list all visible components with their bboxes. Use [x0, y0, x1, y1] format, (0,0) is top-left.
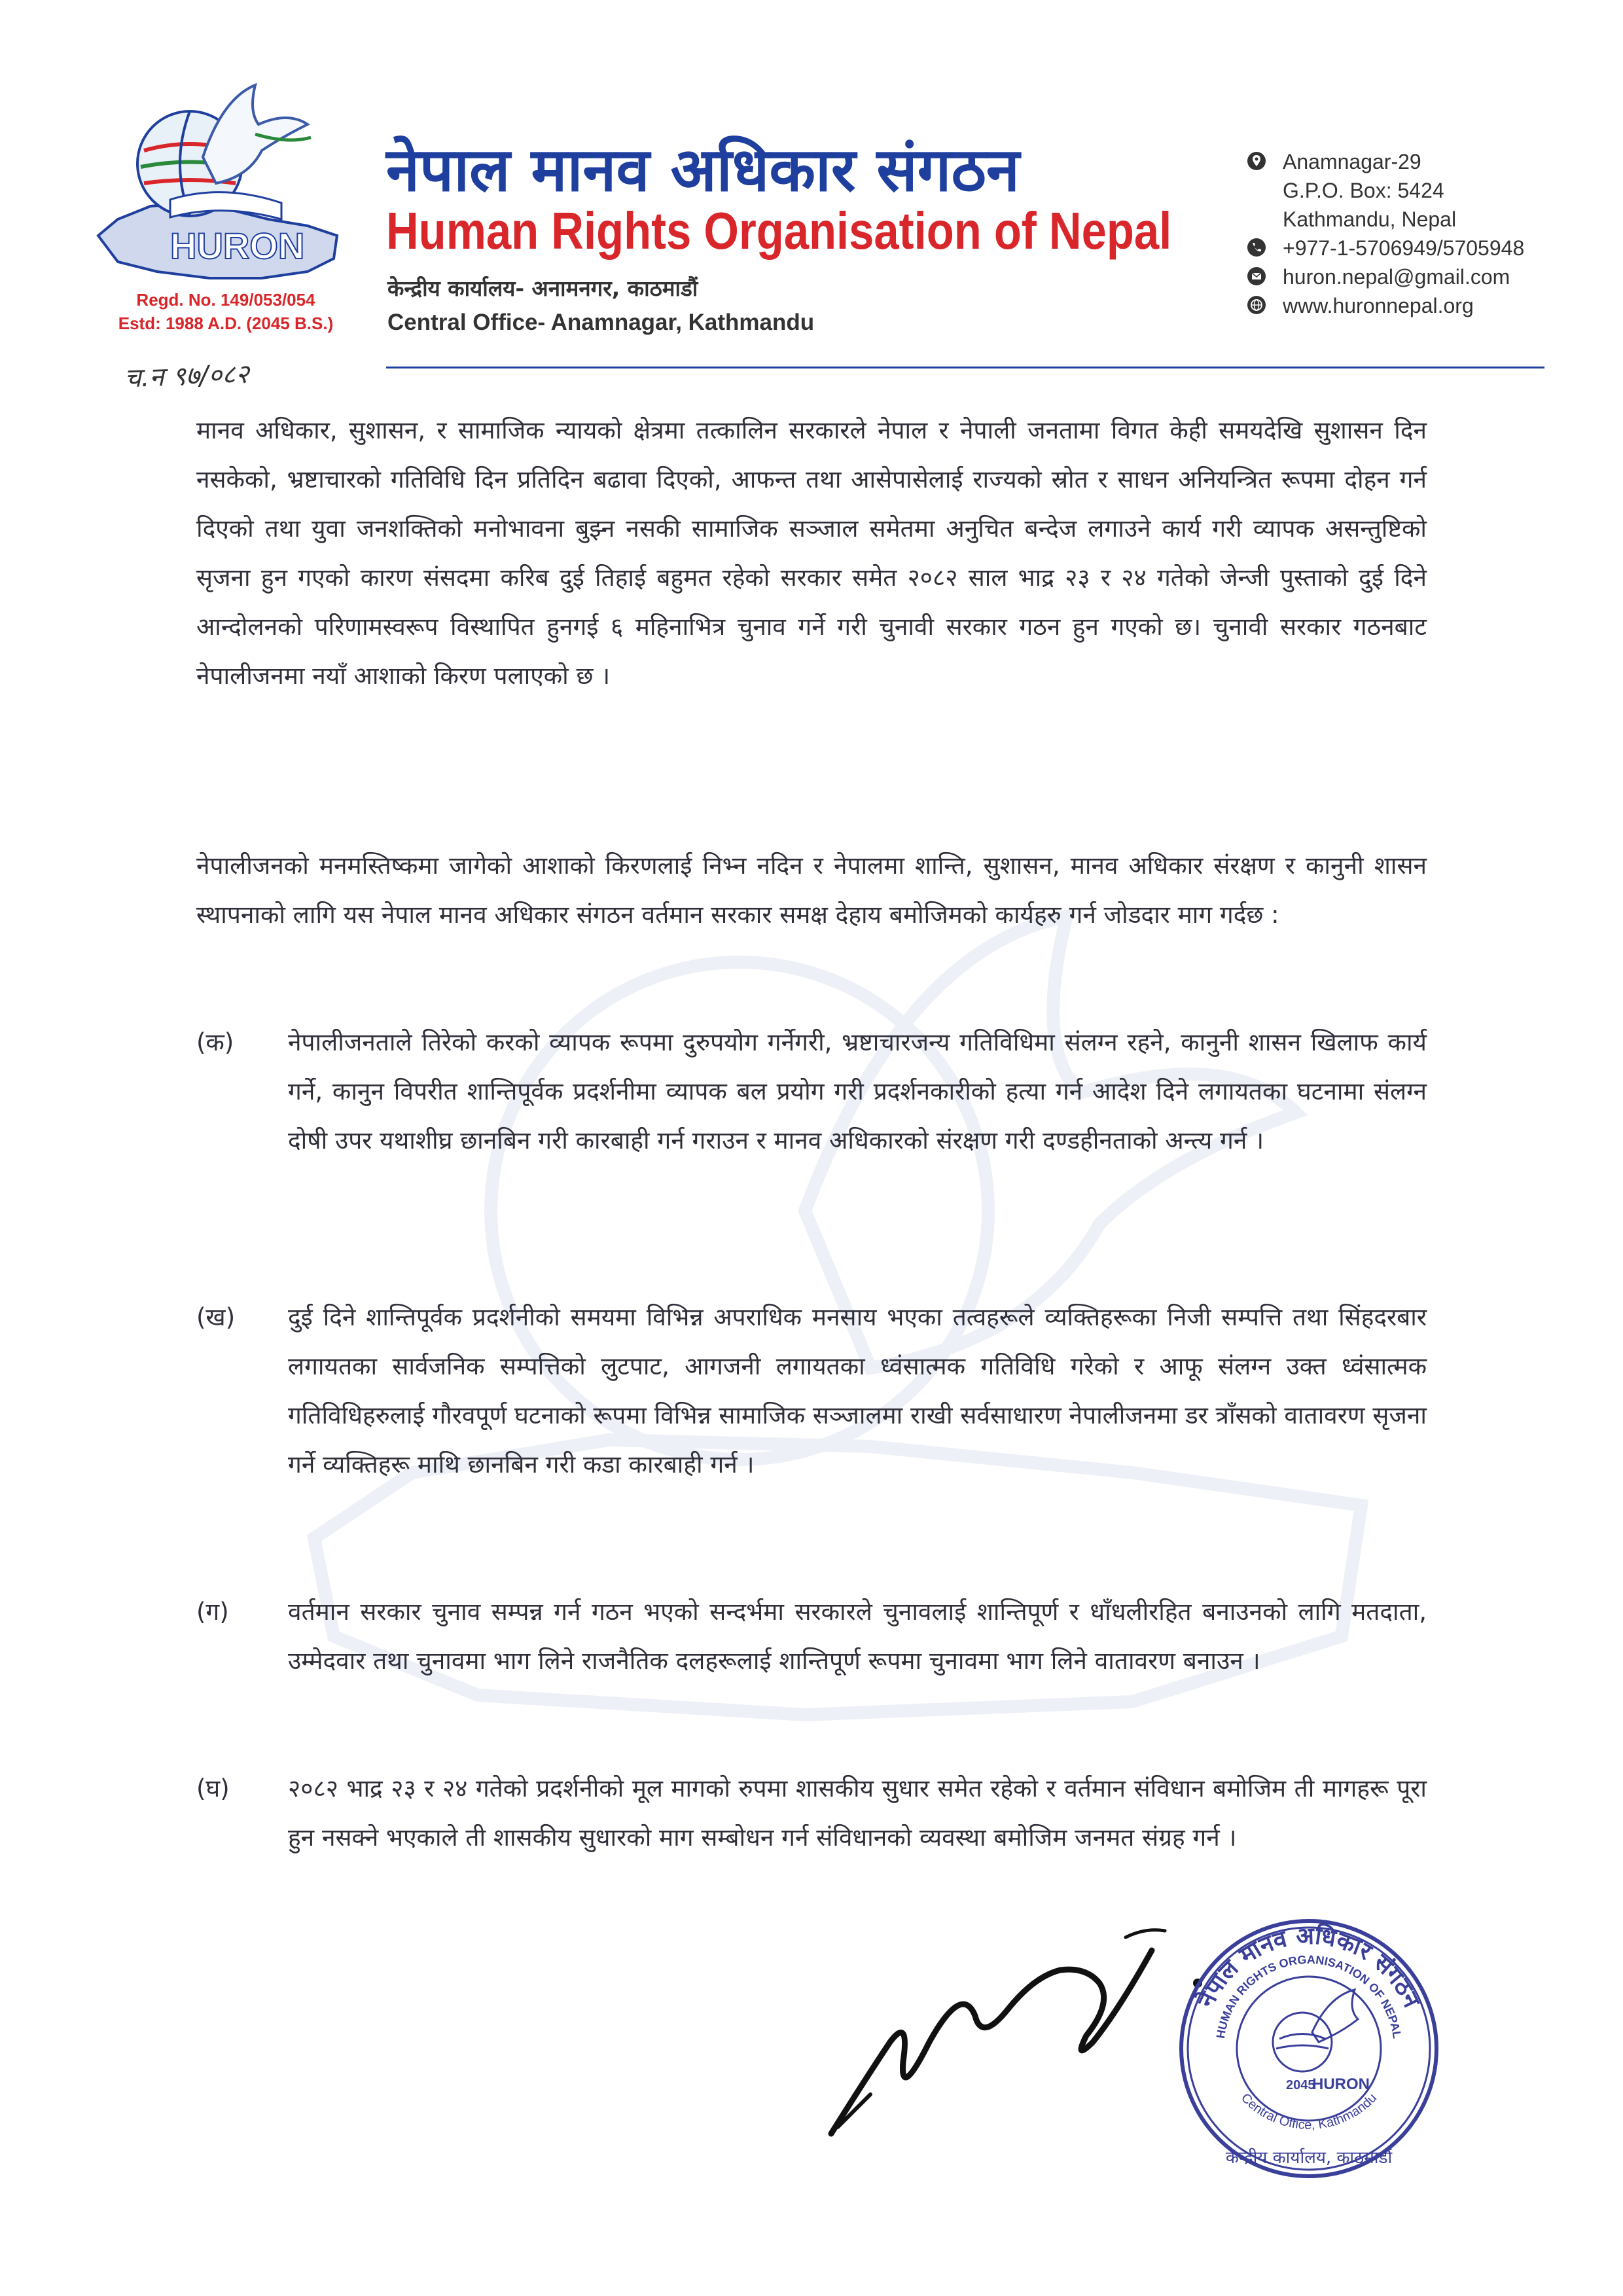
org-title-english: Human Rights Organisation of Nepal: [386, 202, 1172, 260]
phone-row: [1247, 234, 1587, 262]
item-label: (ग): [196, 1598, 229, 1626]
contact-block: [1247, 147, 1587, 320]
item-text: वर्तमान सरकार चुनाव सम्पन्न गर्न गठन भएको सन्दर्भमा सरकारले चुनावलाई शान्तिपूर्ण र धाँधलीरहित बनाउनको लागि मतदाता, उम्मेदवार तथा चुनावमा भाग लिने राजनैतिक दलहरूलाई शान्तिपूर्ण रूपमा चुनावमा भाग लिने वातावरण बनाउन ।: [288, 1598, 1427, 1675]
signature: [812, 1911, 1230, 2153]
address-line-2: G.P.O. Box: 5424: [1283, 179, 1444, 202]
estd-date: Estd: 1988 A.D. (2045 B.S.): [118, 314, 334, 333]
address-row: [1247, 147, 1587, 234]
registration-info: [98, 288, 353, 335]
website-row: [1247, 291, 1587, 320]
svg-text:Central Office, Kathmandu: [1238, 2090, 1380, 2132]
seal-ring-text: HUMAN RIGHTS ORGANISATION OF NEPAL: [1213, 1952, 1404, 2039]
org-title-nepali: नेपाल मानव अधिकार संगठन: [386, 135, 1020, 205]
seal: [1171, 1911, 1446, 2186]
email-row: [1247, 262, 1587, 291]
office-english: Central Office- Anamnagar, Kathmandu: [387, 310, 815, 335]
header-divider: [386, 367, 1544, 368]
svg-text:HURON: HURON: [170, 225, 305, 266]
phone-number: +977-1-5706949/5705948: [1283, 236, 1525, 260]
seal-center-text: HURON: [1312, 2075, 1370, 2093]
globe-icon: [1247, 295, 1266, 315]
seal-top-text: नेपाल मानव अधिकार संगठन: [1192, 1922, 1425, 2012]
reference-number: च.न ९७/०८२: [124, 359, 250, 394]
item-label: (घ): [196, 1774, 230, 1803]
paragraph-2: नेपालीजनको मनमस्तिष्कमा जागेको आशाको किरणलाई निभ्न नदिन र नेपालमा शान्ति, सुशासन, मानव अधिकार संरक्षण र कानुनी शासन स्थापनाको लागि यस नेपाल मानव अधिकार संगठन वर्तमान सरकार समक्ष देहाय बमोजिमको कार्यहरु गर्न जोडदार माग गर्दछ :: [196, 852, 1427, 929]
item-label: (क): [196, 1028, 234, 1056]
item-text: दुई दिने शान्तिपूर्वक प्रदर्शनीको समयमा विभिन्न अपराधिक मनसाय भएका तत्वहरूले व्यक्तिहरूका निजी सम्पत्ति तथा सिंहदरबार लगायतका सार्वजनिक सम्पत्तिको लुटपाट, आगजनी लगायतका ध्वंसात्मक गतिविधि गरेको र आफू संलग्न उक्त ध्वंसात्मक गतिविधिहरुलाई गौरवपूर्ण घटनाको रूपमा विभिन्न सामाजिक सञ्जालमा राखी सर्वसाधारण नेपालीजनमा डर त्राँसको वातावरण सृजना गर्ने व्यक्तिहरू माथि छानबिन गरी कडा कारबाही गर्न ।: [288, 1303, 1427, 1479]
paragraph-1: मानव अधिकार, सुशासन, र सामाजिक न्यायको क्षेत्रमा तत्कालिन सरकारले नेपाल र नेपाली जनतामा विगत केही समयदेखि सुशासन दिन नसकेको, भ्रष्टाचारको गतिविधि दिन प्रतिदिन बढावा दिएको, आफन्त तथा आसेपासेलाई राज्यको स्रोत र साधन अनियन्त्रित रूपमा दोहन गर्न दिएको तथा युवा जनशक्तिको मनोभावना बुझ्न नसकी सामाजिक सञ्जाल समेतमा अनुचित बन्देज लगाउने कार्य गरी व्यापक असन्तुष्टिको सृजना हुन गएको कारण संसदमा करिब दुई तिहाई बहुमत रहेको सरकार समेत २०८२ साल भाद्र २३ र २४ गतेको जेन्जी पुस्ताको दुई दिने आन्दोलनको परिणामस्वरूप विस्थापित हुनगई ६ महिनाभित्र चुनाव गर्ने गरी चुनावी सरकार गठन हुन गएको छ। चुनावी सरकार गठनबाट नेपालीजनमा नयाँ आशाको किरण पलाएको छ ।: [196, 416, 1427, 690]
seal-year: 2045: [1286, 2078, 1315, 2092]
phone-icon: [1247, 238, 1266, 257]
email-address: huron.nepal@gmail.com: [1283, 265, 1510, 289]
seal-office-np: केन्द्रीय कार्यालय, काठमाडौं: [1225, 2148, 1393, 2168]
office-nepali: केन्द्रीय कार्यालय- अनामनगर, काठमाडौं: [387, 276, 698, 301]
address-line-3: Kathmandu, Nepal: [1283, 207, 1457, 231]
email-icon: [1247, 266, 1266, 286]
seal-office-en: Central Office, Kathmandu: [1238, 2090, 1380, 2132]
item-label: (ख): [196, 1303, 236, 1331]
regd-number: Regd. No. 149/053/054: [136, 290, 315, 310]
item-text: नेपालीजनताले तिरेको करको व्यापक रूपमा दुरुपयोग गर्नेगरी, भ्रष्टाचारजन्य गतिविधिमा संलग्न रहने, कानुनी शासन खिलाफ कार्य गर्ने, कानुन विपरीत शान्तिपूर्वक प्रदर्शनीमा व्यापक बल प्रयोग गरी प्रदर्शनकारीको हत्या गर्न आदेश दिने लगायतका घटनामा संलग्न दोषी उपर यथाशीघ्र छानबिन गरी कारबाही गर्न गराउन र मानव अधिकारको संरक्षण गरी दण्डहीनताको अन्त्य गर्न ।: [288, 1028, 1427, 1155]
item-text: २०८२ भाद्र २३ र २४ गतेको प्रदर्शनीको मूल मागको रुपमा शासकीय सुधार समेत रहेको र वर्तमान संविधान बमोजिम ती मागहरू पूरा हुन नसक्ने भएकाले ती शासकीय सुधारको माग सम्बोधन गर्न संविधानको व्यवस्था बमोजिम जनमत संग्रह गर्न ।: [288, 1774, 1427, 1852]
logo-icon: [92, 72, 347, 288]
location-icon: [1247, 151, 1266, 171]
address-line-1: Anamnagar-29: [1283, 150, 1421, 173]
website-url: www.huronnepal.org: [1283, 294, 1474, 317]
